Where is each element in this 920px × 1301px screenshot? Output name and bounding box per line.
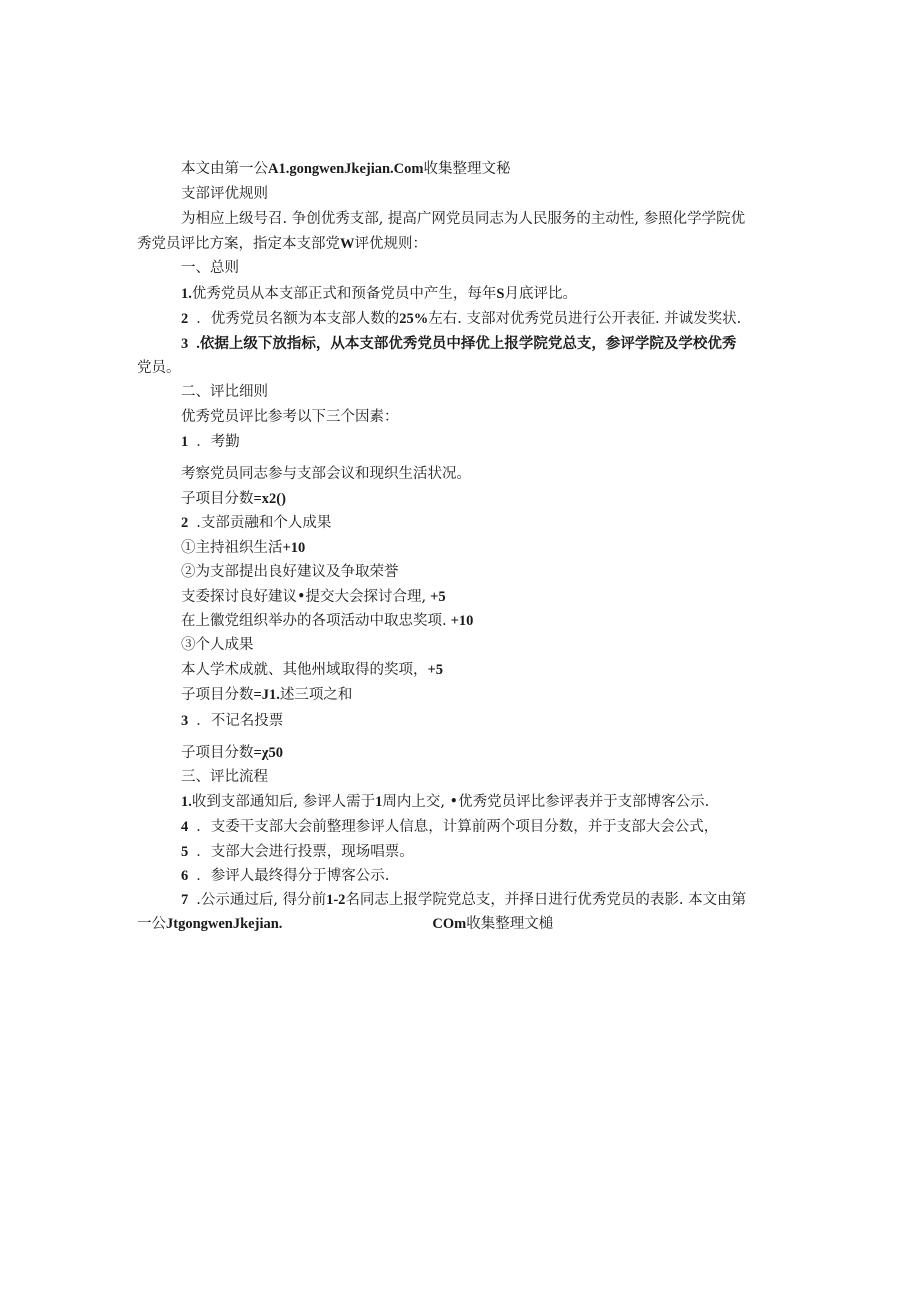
general-rule-1: 1.优秀党员从本支部正式和预备党员中产生，每年S月底评比。 — [181, 286, 577, 302]
source-note-bottom: 一公JtgongwenJkejian. COm收集整理文槌 — [137, 916, 554, 932]
section-heading-process: 三、评比流程 — [181, 769, 268, 785]
process-step-4: 4 ．支委干支部大会前整理参评人信息，计算前两个项目分数，并于支部大会公式， — [181, 819, 719, 835]
criteria-item-2-sub-2-detail-1: 支委探讨良好建议•提交大会探讨合理, +5 — [181, 589, 446, 605]
process-step-1: 1.收到支部通知后, 参评人需于1周内上交, •优秀党员评比参评表并于支部博客公示. — [181, 794, 710, 810]
intro-paragraph-line-2: 秀党员评比方案，指定本支部党W评优规则： — [137, 236, 427, 252]
criteria-item-2-heading: 2 .支部贡融和个人成果 — [181, 515, 332, 531]
general-rule-3-line-1: 3 .依据上级下放指标，从本支部优秀党员中择优上报学院党总支，参评学院及学校优秀 — [181, 336, 737, 352]
document-title: 支部评优规则 — [181, 186, 268, 202]
criteria-item-2-score: 子项目分数=J1.述三项之和 — [181, 687, 353, 703]
criteria-item-1-heading: 1 ．考勤 — [181, 434, 240, 450]
process-step-5: 5 ．支部大会进行投票，现场唱票。 — [181, 844, 414, 860]
process-step-6: 6 ．参评人最终得分于博客公示. — [181, 868, 390, 884]
general-rule-3-line-2: 党员。 — [137, 360, 181, 376]
criteria-item-2-sub-1: ①主持祖织生活+10 — [181, 540, 306, 556]
criteria-item-1-description: 考察党员同志参与支部会议和现织生活状况。 — [181, 466, 471, 482]
general-rule-2: 2 ．优秀党员名额为本支部人数的25%左右. 支部对优秀党员进行公开表征. 并诚发奖状. — [181, 311, 742, 327]
process-step-7-line-1: 7 .公示通过后, 得分前1-2名同志上报学院党总支，并择日进行优秀党员的表影. 本文由第 — [181, 892, 747, 908]
criteria-item-3-score: 子项目分数=χ50 — [181, 745, 283, 761]
criteria-item-2-sub-3-detail: 本人学术成就、其他州域取得的奖项，+5 — [181, 662, 444, 678]
source-note-top: 本文由第一公A1.gongwenJkejian.Com收集整理文秘 — [181, 161, 511, 177]
criteria-item-1-score: 子项目分数=x2() — [181, 491, 286, 507]
criteria-item-2-sub-2: ②为支部提出良好建议及争取荣誉 — [181, 564, 399, 580]
criteria-item-3-heading: 3 ．不记名投票 — [181, 713, 284, 729]
criteria-intro: 优秀党员评比参考以下三个因素： — [181, 409, 399, 425]
criteria-item-2-sub-2-detail-2: 在上徽党组织举办的各项活动中取忠奖项. +10 — [181, 613, 474, 629]
section-heading-criteria: 二、评比细则 — [181, 384, 268, 400]
section-heading-general: 一、总则 — [181, 260, 239, 276]
criteria-item-2-sub-3: ③个人成果 — [181, 637, 254, 653]
intro-paragraph-line-1: 为相应上级号召. 争创优秀支部, 提高广网党员同志为人民服务的主动性, 参照化学学院优 — [181, 211, 746, 227]
